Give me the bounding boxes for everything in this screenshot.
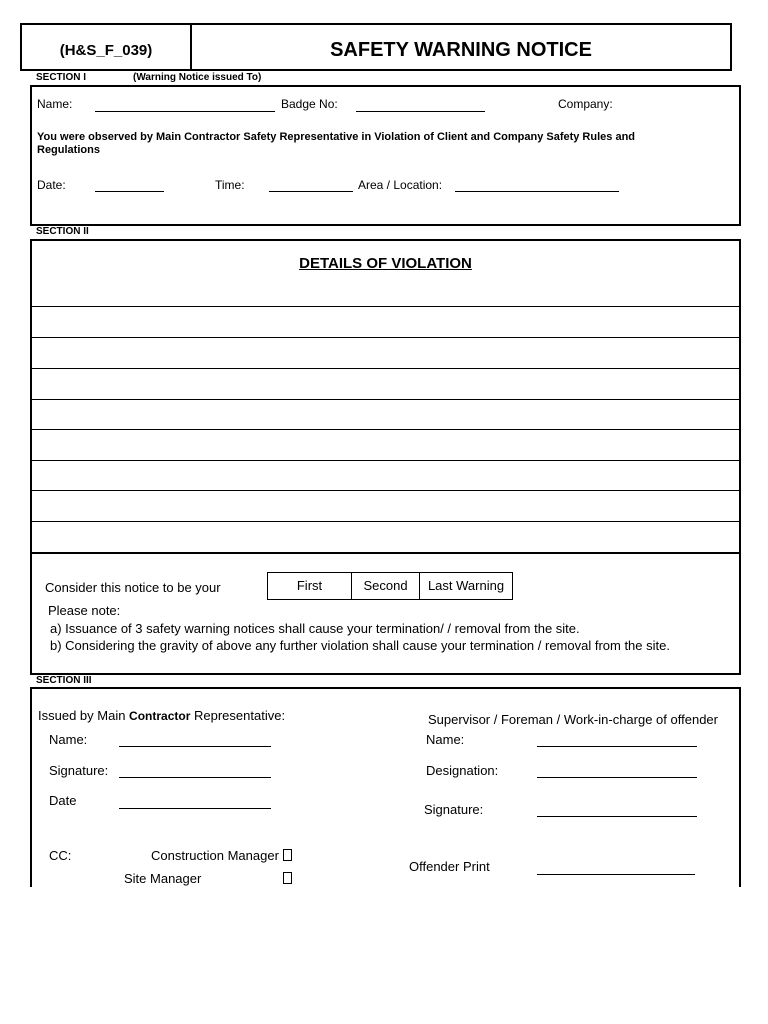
note-b: b) Considering the gravity of above any further violation shall cause your termination / removal from the site. xyxy=(50,638,670,653)
supervisor-signature-label: Signature: xyxy=(424,802,484,817)
name-field[interactable] xyxy=(95,111,275,112)
cc-site-manager: Site Manager xyxy=(124,871,202,886)
date-label: Date: xyxy=(37,178,66,192)
details-line[interactable] xyxy=(30,337,741,338)
section2-label: SECTION II xyxy=(36,226,89,237)
violation-statement: You were observed by Main Contractor Safety Representative in Violation of Client and Company Safety Rules and Regulations xyxy=(37,131,636,156)
offender-print-label: Offender Print xyxy=(409,859,490,874)
cc-construction-manager: Construction Manager xyxy=(151,848,279,863)
name-label: Name: xyxy=(37,97,73,111)
details-line[interactable] xyxy=(30,399,741,400)
offender-print-field[interactable] xyxy=(537,874,695,875)
issued-by-bold: Contractor xyxy=(129,709,191,723)
issued-by-heading xyxy=(38,708,285,723)
section3-label: SECTION III xyxy=(36,675,92,686)
badge-label: Badge No: xyxy=(281,97,338,111)
supervisor-heading: Supervisor / Foreman / Work-in-charge of offender xyxy=(428,712,718,727)
issuer-signature-label: Signature: xyxy=(49,763,109,778)
issuer-signature-field[interactable] xyxy=(119,777,271,778)
cc-construction-manager-checkbox[interactable] xyxy=(283,849,292,861)
badge-field[interactable] xyxy=(356,111,485,112)
date-field[interactable] xyxy=(95,191,164,192)
details-bottom-line xyxy=(30,552,741,554)
details-line[interactable] xyxy=(30,490,741,491)
form-code: (H&S_F_039) xyxy=(59,42,153,59)
details-line[interactable] xyxy=(30,368,741,369)
section2-box xyxy=(30,239,741,675)
details-line[interactable] xyxy=(30,306,741,307)
page-title: SAFETY WARNING NOTICE xyxy=(330,39,592,61)
issuer-date-label: Date xyxy=(49,793,77,808)
area-label: Area / Location: xyxy=(358,178,443,192)
details-line[interactable] xyxy=(30,429,741,430)
warning-option-first[interactable]: First xyxy=(296,578,323,593)
time-field[interactable] xyxy=(269,191,353,192)
section1-sublabel: (Warning Notice issued To) xyxy=(133,72,262,83)
cc-site-manager-checkbox[interactable] xyxy=(283,872,292,884)
company-label: Company: xyxy=(558,97,613,111)
issued-by-suffix: Representative: xyxy=(190,708,286,723)
warning-option-last[interactable]: Last Warning xyxy=(427,578,505,593)
supervisor-name-label: Name: xyxy=(426,732,465,747)
section1-label: SECTION I xyxy=(36,72,87,83)
consider-text: Consider this notice to be your xyxy=(45,580,221,595)
issuer-name-field[interactable] xyxy=(119,746,271,747)
please-note: Please note: xyxy=(48,603,121,618)
note-a: a) Issuance of 3 safety warning notices shall cause your termination/ / removal from the site. xyxy=(50,621,580,636)
details-line[interactable] xyxy=(30,521,741,522)
details-line[interactable] xyxy=(30,460,741,461)
cc-label: CC: xyxy=(49,848,72,863)
supervisor-name-field[interactable] xyxy=(537,746,697,747)
issuer-date-field[interactable] xyxy=(119,808,271,809)
area-field[interactable] xyxy=(455,191,619,192)
supervisor-signature-field[interactable] xyxy=(537,816,697,817)
designation-label: Designation: xyxy=(426,763,499,778)
time-label: Time: xyxy=(215,178,245,192)
warning-option-second[interactable]: Second xyxy=(363,578,408,593)
issued-by-prefix: Issued by Main xyxy=(38,708,130,723)
details-title: DETAILS OF VIOLATION xyxy=(299,255,472,272)
issuer-name-label: Name: xyxy=(49,732,88,747)
designation-field[interactable] xyxy=(537,777,697,778)
